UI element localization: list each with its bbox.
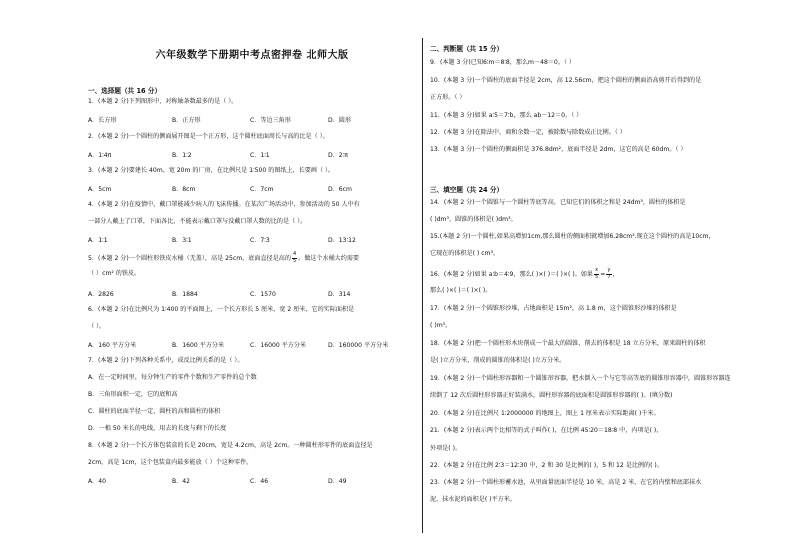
question-15-line-1: 15.(本题 2 分)一个圆柱,如果高增加1cm,那么圆柱的侧面积就增加6.28cm².现在这个圆柱的高是10cm， [430, 233, 715, 240]
q4-option-b: B．3∶1 [172, 237, 192, 244]
q3-option-b: B．8cm [172, 186, 196, 193]
q7-option-c: C．圆柱的底面半径一定，圆柱的高和圆柱的体积 [88, 408, 221, 415]
question-8-line-2: 2cm，高是 1cm，这个包装盒内最多能放（ ）个这种零件。 [88, 459, 253, 466]
fraction-x-over-5 [594, 268, 599, 280]
question-18-line-1: 18．(本题 2 分)把一个圆柱形木块削成一个最大的圆锥，削去的体积是 18 立方分米，原来圆柱的体积 [430, 340, 706, 347]
q7-option-b: B．三角形面积一定，它的底和高 [88, 391, 178, 398]
section-choice-header: 一、选择题（共 16 分） [88, 87, 162, 95]
question-9: 9．(本题 3 分)已知6∶m＝8∶8，那么m－48＝0。（ ） [430, 59, 575, 66]
fraction-numerator: 4 [292, 251, 297, 257]
question-17-line-2: ( )m³。 [430, 322, 452, 329]
question-10-line-1: 10．(本题 3 分)一个圆柱的底面半径是 2cm，高 12.56cm，把这个圆柱的侧面沿高剪开后得到的是 [430, 77, 702, 84]
question-5-line-1 [88, 252, 359, 264]
question-23-line-1: 23．(本题 2 分)一个圆柱形蓄水池，从里面量底面半径是 10 米，高是 2 米，在它的内壁和底部抹水 [430, 479, 702, 486]
question-20: 20．(本题 2 分)在比例尺 1∶2000000 的地图上，图上 1 厘米表示实际距离( )千米。 [430, 410, 660, 417]
question-16-line-2: 那么( )×( )＝( )×( )。 [430, 287, 492, 294]
q1-option-a: A．长方形 [88, 117, 117, 124]
q8-option-c: C．46 [250, 478, 269, 485]
q5-option-c: C．1570 [250, 291, 276, 298]
q3-option-d: D．6cm [328, 186, 352, 193]
q4-option-a: A．1∶1 [88, 237, 108, 244]
question-21-line-2: 外项是( )。 [430, 445, 462, 452]
section-fill-header: 三、填空题（共 24 分） [430, 186, 504, 194]
q2-option-d: D．2∶π [328, 152, 348, 159]
q8-option-d: D．49 [328, 478, 347, 485]
q8-option-a: A．40 [88, 478, 107, 485]
q8-option-b: B．42 [172, 478, 191, 485]
q6-option-c: C．16000 平方分米 [250, 342, 307, 349]
q2-option-c: C．1∶1 [250, 152, 270, 159]
q1-option-c: C．等边三角形 [250, 117, 291, 124]
question-4-line-1: 4．(本题 2 分)在疫情中，戴口罩能减少病人的飞沫传播。在某次广场活动中，参加活动的 50 人中有 [88, 201, 360, 208]
question-11: 11．(本题 3 分)如果 a∶5＝7∶b，那么 ab－12＝0。（ ） [430, 112, 583, 119]
fraction-denominator: 5 [292, 257, 297, 264]
question-17-line-1: 17．(本题 2 分)一个圆锥形沙堆，占地面积是 15m²，高 1.8 m，这个圆锥形沙堆的体积是 [430, 305, 677, 312]
question-19-line-2: 续倒了 12 次后圆柱形容器正好装满水，圆柱形容器的底面积是圆锥形容器的( )。(填分数) [430, 392, 673, 399]
q4-option-c: C．7∶3 [250, 237, 270, 244]
question-10-line-2: 正方形。（ ） [430, 94, 466, 101]
question-7: 7．(本题 2 分)下列各种关系中，成反比例关系的是（ ）。 [88, 357, 244, 364]
fraction-four-fifths [292, 252, 297, 264]
q6-option-a: A．160 平方分米 [88, 342, 137, 349]
q1-option-d: D．圆形 [328, 117, 351, 124]
question-8-line-1: 8．(本题 2 分)一个长方体包装盒的长是 20cm，宽是 4.2cm，高是 2cm。一种圆柱形零件的底面直径是 [88, 442, 373, 449]
fraction-numerator: x [595, 267, 599, 273]
question-16-line-1: 16．(本题 2 分)如果 a∶b＝4∶9，那么( )×( )＝( )×( )。如果 $\frac{x}{5}$ = $\frac{y}{7}$ ， [430, 267, 619, 280]
exam-title: 六年级数学下册期中考点密押卷 北师大版 [155, 50, 349, 61]
question-6-line-1: 6．(本题 2 分)在比例尺为 1∶400 的平面图上，一个长方形长 5 厘米，宽 2 厘米，它的实际面积是 [88, 306, 355, 313]
q5-option-a: A．2826 [88, 291, 114, 298]
q16-text-a: 16．(本题 2 分)如果 a∶b＝4∶9，那么( )×( )＝( )×( )。如果 [430, 271, 594, 278]
q6-option-b: B．1600 平方分米 [172, 342, 225, 349]
question-1: 1．(本题 2 分)下列图形中，对称轴条数最多的是（ ）。 [88, 98, 238, 105]
q7-option-d: D．一根 50 米长的电线，用去的长度与剩下的长度 [88, 425, 227, 432]
q5-option-d: D．314 [328, 291, 351, 298]
question-19-line-1: 19．(本题 2 分)一个圆柱形容器和一个圆锥形容器，把水倒入一个与它等高等底的圆锥形容器中，圆锥形容器连 [430, 375, 731, 382]
question-14-line-1: 14．(本题 2 分)一个圆锥与一个圆柱等底等高，已知它们的体积之和是 24dm³，圆柱的体积是 [430, 199, 686, 206]
q7-option-a: A．在一定时间里，每分钟生产的零件个数和生产零件的总个数 [88, 374, 257, 381]
question-18-line-2: 是( )立方分米，削成的圆锥的体积是( )立方分米。 [430, 357, 566, 364]
question-12: 12．(本题 3 分)在除法中，商和余数一定，被除数与除数成正比例。（ ） [430, 129, 626, 136]
column-divider [422, 38, 423, 533]
question-14-line-2: ( )dm³，圆锥的体积是( )dm³。 [430, 216, 517, 223]
q5-text-a: 5．(本题 2 分)一个圆柱形铁皮水桶（无盖），高是 25cm，底面直径是高的 [88, 255, 291, 262]
q5-text-b: 。做这个水桶大约需要 [298, 255, 360, 262]
q5-option-b: B．1884 [172, 291, 198, 298]
question-2: 2．(本题 2 分)一个圆柱的侧面展开图是一个正方形，这个圆柱底面周长与高的比是（ ）。 [88, 133, 329, 140]
question-22: 22．(本题 2 分)在比例 2∶3＝12∶30 中，2 和 30 是比例的( )，5 和 12 是比例的( )。 [430, 462, 663, 469]
question-15-line-2: 它现在的体积是( ) cm³。 [430, 250, 500, 257]
section-judge-header: 二、判断题（共 15 分） [430, 45, 504, 53]
fraction-denominator: 5 [595, 273, 599, 280]
question-4-line-2: 一部分人戴上了口罩，下面各比，不能表示戴口罩与没戴口罩人数的比的是（ ）。 [88, 218, 307, 225]
q3-option-a: A．5cm [88, 186, 112, 193]
question-5-line-2: （ ）cm² 的铁皮。 [88, 270, 141, 277]
question-3: 3．(本题 2 分)要建长 40m、宽 20m 的厂房，在比例尺是 1∶500 的图纸上，长要画（ ）。 [88, 167, 335, 174]
q2-option-a: A．1∶4π [88, 152, 112, 159]
question-6-line-2: （ ）。 [88, 323, 106, 330]
question-13: 13．(本题 3 分)一个圆柱的侧面积是 376.8dm²，底面半径是 2dm，这它的高是 60dm。（ ） [430, 146, 687, 153]
q16-text-b: ， [612, 271, 619, 278]
question-23-line-2: 泥，抹水泥的面积是( )平方米。 [430, 496, 516, 503]
fraction-numerator: y [607, 267, 611, 273]
question-21-line-1: 21．(本题 2 分)表示两个比相等的式子叫作( )，在比例 45∶20＝18∶8 中，内项是( )， [430, 427, 663, 434]
q1-option-b: B．正方形 [172, 117, 201, 124]
q2-option-b: B．1∶2 [172, 152, 192, 159]
q3-option-c: C．7cm [250, 186, 274, 193]
q6-option-d: D．160000 平方分米 [328, 342, 389, 349]
q4-option-d: D．13∶12 [328, 237, 356, 244]
fraction-denominator: 7 [607, 273, 611, 280]
fraction-y-over-7 [606, 268, 611, 280]
